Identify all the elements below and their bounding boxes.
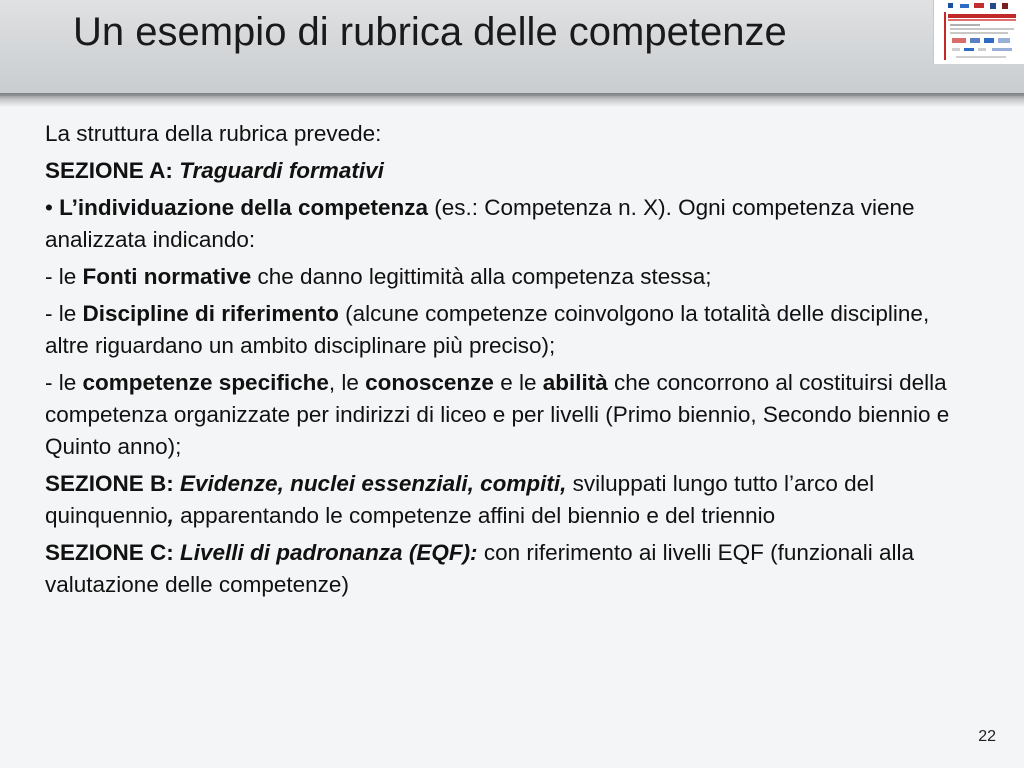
sezione-a-paragraph [45,155,975,187]
fonti-bold-text: Fonti normative [82,264,252,289]
bullet-paragraph [45,192,975,256]
sezione-c-paragraph [45,537,975,601]
fonti-paragraph [45,261,975,293]
sezione-c-label: SEZIONE C: [45,540,174,565]
bullet-bold-text: L’individuazione della competenza [59,195,428,220]
fonti-rest-text: che danno legittimità alla competenza stessa; [251,264,712,289]
sezione-b-title: Evidenze, nuclei essenziali, compiti, [180,471,567,496]
discipline-rest-text: (alcune competenze coinvolgono la totalità delle discipline, altre riguardano un ambito disciplinare più preciso); [45,301,930,358]
competenze-mid-text-1: , le [328,370,366,395]
sezione-b-rest-text-2: apparentando le competenze affini del biennio e del triennio [173,503,776,528]
sezione-a-title: Traguardi formativi [179,158,384,183]
sezione-b-rest-text-1: sviluppati lungo tutto l’arco del quinquennio [45,471,875,528]
competenze-rest-text: che concorrono al costituirsi della competenza organizzate per indirizzi di liceo e per livelli (Primo biennio, Secondo biennio e Quinto anno); [45,370,950,459]
slide-title: Un esempio di rubrica delle competenze [73,10,787,54]
sezione-c-rest-text: con riferimento ai livelli EQF (funzionali alla valutazione delle competenze) [45,540,914,597]
intro-paragraph [45,118,975,150]
competenze-specifiche-text: competenze specifiche [82,370,329,395]
intro-text: La struttura della rubrica prevede: [45,121,382,146]
competenze-prefix: - le [45,370,83,395]
title-bar-shadow [0,93,1024,107]
sezione-b-comma: , [167,503,174,528]
sezione-b-label: SEZIONE B: [45,471,174,496]
sezione-a-label: SEZIONE A: [45,158,173,183]
pon-banner-logo-icon [933,0,1024,64]
fonti-prefix: - le [45,264,83,289]
discipline-paragraph [45,298,975,362]
discipline-bold-text: Discipline di riferimento [82,301,339,326]
abilita-text: abilità [542,370,608,395]
competenze-mid-text-2: e le [493,370,543,395]
conoscenze-text: conoscenze [365,370,494,395]
sezione-b-paragraph [45,468,975,532]
slide-content [45,118,975,606]
page-number: 22 [978,728,996,745]
bullet-rest-text: (es.: Competenza n. X). Ogni competenza viene analizzata indicando: [45,195,915,252]
sezione-c-title: Livelli di padronanza (EQF): [180,540,478,565]
discipline-prefix: - le [45,301,83,326]
competenze-paragraph [45,367,975,463]
bullet-mark: • [45,195,53,220]
